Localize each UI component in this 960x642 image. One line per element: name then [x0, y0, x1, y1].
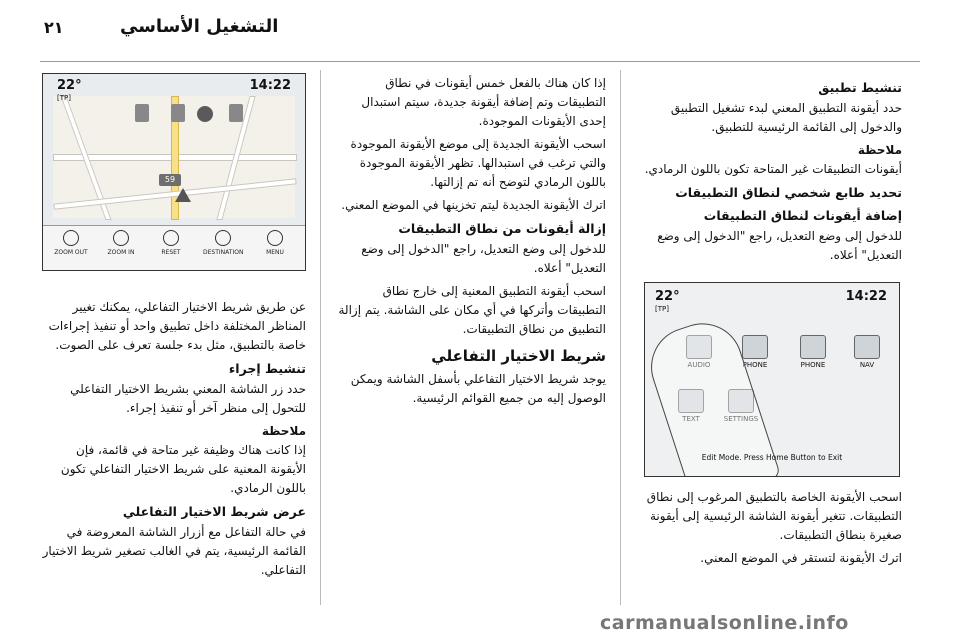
app-audio[interactable]: AUDIO [673, 335, 725, 369]
right-col-heading: ملاحظة [857, 143, 902, 157]
temperature: 22° [57, 78, 82, 93]
interaction-selector-bar [43, 225, 305, 270]
header-rule [40, 61, 920, 62]
left-col-heading: عرض شريط الاختيار التفاعلي [122, 504, 306, 519]
navigation-screenshot [42, 73, 306, 271]
page-number: ٢١ [44, 18, 64, 37]
clock: 14:22 [845, 289, 887, 304]
destination-icon [215, 230, 231, 246]
right-col-paragraph: أيقونات التطبيقات غير المتاحة تكون باللون الرمادي. [644, 162, 902, 176]
nav-icon [854, 335, 880, 359]
app-settings[interactable]: SETTINGS [715, 389, 767, 423]
poi-marker [229, 104, 243, 122]
tp-indicator: [TP] [57, 94, 71, 102]
zoom-in-icon [113, 230, 129, 246]
poi-marker [171, 104, 185, 122]
column-right [636, 74, 902, 269]
mid-col-heading: شريط الاختيار التفاعلي [431, 347, 606, 365]
mid-col-paragraph: اسحب أيقونة التطبيق المعنية إلى خارج نطاق التطبيقات وأتركها في أي مكان على الشاشة. يتم إزالة التطبيق من نطاق التطبيقات. [338, 284, 606, 336]
temperature: 22° [655, 289, 680, 304]
column-divider-right [620, 70, 621, 605]
mid-col-heading: إزالة أيقونات من نطاق التطبيقات [398, 221, 606, 236]
edit-mode-screenshot [644, 282, 900, 477]
route-badge: 59 [159, 174, 181, 186]
column-middle [336, 74, 606, 412]
right-col-bottom-paragraph: اترك الأيقونة لتستقر في الموضع المعني. [700, 551, 902, 565]
left-col-paragraph: إذا كانت هناك وظيفة غير متاحة في قائمة، فإن الأيقونة المعنية على شريط الاختيار التفاعلي تكون باللون الرمادي. [60, 443, 306, 495]
app-phone-2[interactable]: PHONE [787, 335, 839, 369]
page-header [0, 0, 960, 62]
left-col-paragraph: حدد زر الشاشة المعني بشريط الاختيار التفاعلي للتحول إلى منظر آخر أو تنفيذ إجراء. [70, 382, 306, 415]
right-col-paragraph: حدد أيقونة التطبيق المعني لبدء تشغيل التطبيق والدخول إلى القائمة الرئيسية للتطبيق. [670, 101, 902, 134]
zoom-out-icon [63, 230, 79, 246]
poi-marker [135, 104, 149, 122]
column-left [40, 298, 306, 584]
menu-icon [267, 230, 283, 246]
reset-icon [163, 230, 179, 246]
menu-button[interactable]: MENU [255, 230, 295, 256]
mid-col-paragraph: للدخول إلى وضع التعديل، راجع "الدخول إلى وضع التعديل" أعلاه. [361, 242, 606, 275]
watermark: carmanualsonline.info [600, 612, 849, 634]
edit-mode-message: Edit Mode. Press Home Button to Exit [701, 453, 843, 462]
page-title: التشغيل الأساسي [120, 16, 279, 37]
left-col-heading: ملاحظة [261, 424, 306, 438]
column-divider-left [320, 70, 321, 605]
right-col-bottom-paragraph: اسحب الأيقونة الخاصة بالتطبيق المرغوب إلى نطاق التطبيقات. تتغير أيقونة الشاشة الرئيسية إلى أيقونة صغيرة بنطاق التطبيقات. [646, 490, 902, 542]
left-col-paragraph: عن طريق شريط الاختيار التفاعلي، يمكنك تغيير المناظر المختلفة داخل تطبيق واحد أو تنفيذ إجراءات خاصة بالتطبيق، مثل بدء جلسة تعرف على الصوت. [48, 300, 306, 352]
right-col-heading: إضافة أيقونات لنطاق التطبيقات [703, 208, 902, 223]
right-col-heading: تنشيط تطبيق [818, 80, 902, 95]
right-col-paragraph: للدخول إلى وضع التعديل، راجع "الدخول إلى وضع التعديل" أعلاه. [657, 229, 902, 262]
zoom-in-button[interactable]: ZOOM IN [101, 230, 141, 256]
zoom-out-button[interactable]: ZOOM OUT [51, 230, 91, 256]
destination-button[interactable]: DESTINATION [203, 230, 243, 256]
app-nav[interactable]: NAV [841, 335, 893, 369]
app-text[interactable]: TEXT [665, 389, 717, 423]
left-col-heading: تنشيط إجراء [228, 361, 306, 376]
reset-button[interactable]: RESET [151, 230, 191, 256]
vehicle-position-icon [175, 188, 191, 202]
mid-col-paragraph: اترك الأيقونة الجديدة ليتم تخزينها في الموضع المعني. [341, 198, 606, 212]
app-phone[interactable]: PHONE [729, 335, 781, 369]
left-col-paragraph: في حالة التفاعل مع أزرار الشاشة المعروضة في القائمة الرئيسية، يتم في الغالب تصغير شريط الاختيار التفاعلي. [42, 525, 306, 577]
mid-col-paragraph: يوجد شريط الاختيار التفاعلي بأسفل الشاشة ويمكن الوصول إليه من جميع القوائم الرئيسية. [350, 372, 606, 405]
phone-icon [742, 335, 768, 359]
clock: 14:22 [249, 78, 291, 93]
poi-pin-icon [197, 106, 213, 122]
phone-icon [800, 335, 826, 359]
mid-col-paragraph: اسحب الأيقونة الجديدة إلى موضع الأيقونة الموجودة والتي ترغب في استبدالها. تظهر الأيقونة الموجودة باللون الرمادي لتوضح أنه تم إزالتها. [350, 137, 606, 189]
column-right-bottom [636, 488, 902, 572]
right-col-heading: تحديد طابع شخصي لنطاق التطبيقات [675, 185, 902, 200]
mid-col-paragraph: إذا كان هناك بالفعل خمس أيقونات في نطاق التطبيقات وتم إضافة أيقونة جديدة، سيتم استبدال إحدى الأيقونات الموجودة. [361, 76, 606, 128]
tp-indicator: [TP] [655, 305, 669, 313]
